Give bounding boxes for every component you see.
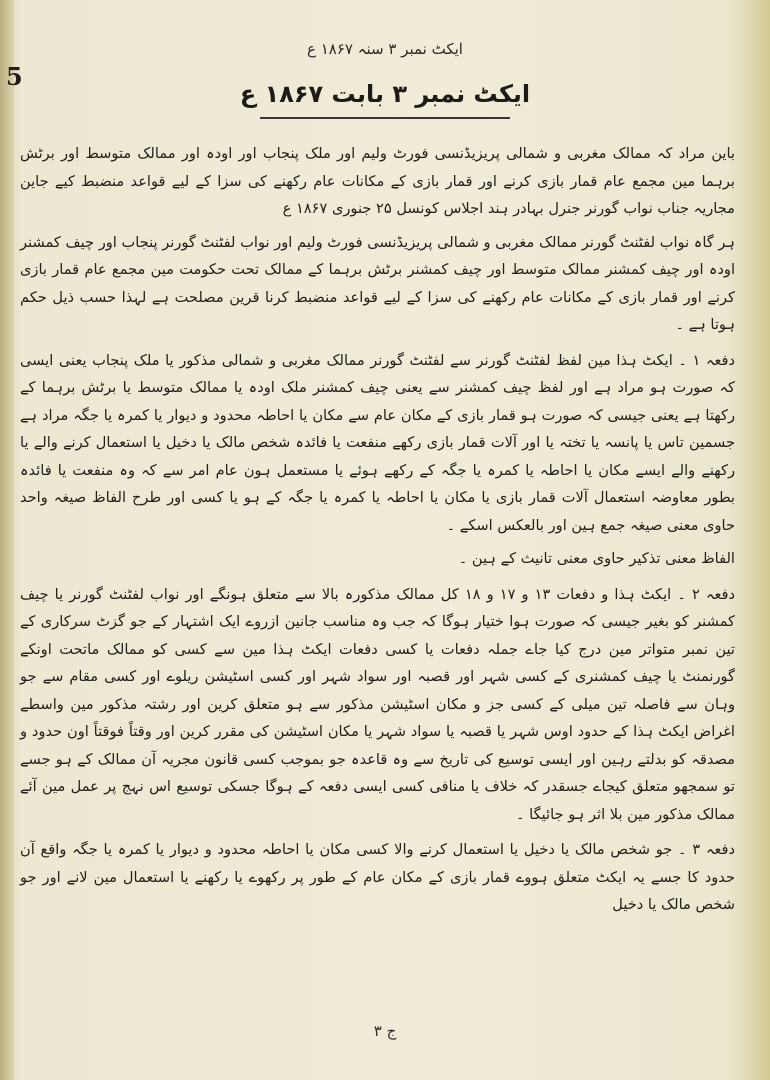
section-3-paragraph: دفعہ ۳ ۔ جو شخص مالک یا دخیل یا استعمال کرنے والا کسی مکان یا احاطہ محدود و دیوار یا کمرہ یا جگہ واقع آن حدود کا جسے یہ ایکٹ متعلق ہووے قمار بازی کے مکان عام کے طور پر رکھوے یا رکھنے یا استعمال مین لانے اور جو شخص مالک یا دخیل	[20, 841, 735, 913]
section-2-paragraph: دفعہ ۲ ۔ ایکٹ ہذا و دفعات ۱۳ و ۱۷ و ۱۸ کل ممالک مذکورہ بالا سے متعلق ہونگے اور نواب لفٹنٹ گورنر یا چیف کمشنر کو بغیر جیسی کہ صورت ہوا ختیار ہوگا کہ جب وہ مناسب جانین ازروے ایک اشتہار کے جو گزٹ سرکاری کے تین نمبر متواتر مین درج کیا جاے جملہ دفعات یا کسی دفعات ایکٹ ہذا مین سے کسی کو ممالک ماتحت اونکے گورنمنٹ یا چیف کمشنری کے کسی شہر اور قصبہ اور سواد شہر اور کسی اسٹیشن ریلوے اور کسی مقام سے جو وہان سے فاصلہ تین میلی کے کسی جز و مکان اسٹیشن مذکور سے ہو متعلق کرین اور رشتہ مذکور مین واسطے اغراض ایکٹ ہذا کے حدود اوس شہر یا قصبہ یا سواد شہر یا مکان اسٹیشن کی مقرر کرین اور وقتاً فوقتاً اون حدود و مصدقہ کو بدلتے رہین اور ایسی توسیع کی تاریخ سے وہ قاعدہ جو بموجب کسی قانون مجریہ آن ممالک کے ہو جسے تو سمجھو متعلق کیجاے جسقدر کہ خلاف یا منافی کسی ایسی دفعہ کے ہوگا جسکی توسیع اس نہج پر عمل مین آئے ممالک مذکور مین بلا اثر ہو جائیگا ۔	[20, 585, 735, 823]
section-1-paragraph: دفعہ ۱ ۔ ایکٹ ہذا مین لفظ لفٹنٹ گورنر سے لفٹنٹ گورنر ممالک مغربی و شمالی مذکور یا ملک پنجاب یعنی ایسی کہ صورت ہو مراد ہے اور لفظ چیف کمشنر سے یعنی چیف کمشنر ملک اودہ یا ممالک متوسط یا برٹش برہما کے رکھتا ہے یعنی جیسی کہ صورت ہو قمار بازی کے مکان عام سے مکان یا احاطہ محدود و دیوار یا کمرہ یا جگہ مراد ہے جسمین تاس یا پانسہ یا تختہ یا اور آلات قمار بازی رکھے منفعت یا فائدہ شخص مالک یا دخیل یا استعمال کرنے والے یا رکھنے والے ایسے مکان یا احاطہ یا کمرہ یا جگہ کے رکھے ہوئے یا مستعمل ہون عام امر سے کہ وہ منفعت یا فائدہ بطور معاوضہ استعمال آلات قمار بازی یا مکان یا احاطہ یا کمرہ یا جگہ کے ہو یا کسی اور طرح الفاظ صیغہ واحد حاوی معنی صیغہ جمع ہین اور بالعکس اسکے ۔	[20, 351, 735, 534]
act-title: ایکٹ نمبر ۳ بابت ۱۸۶۷ ع	[239, 80, 531, 108]
page-edge-stain	[742, 0, 770, 1080]
page-binding-shadow	[0, 0, 14, 1080]
gender-clause-paragraph: الفاظ معنی تذکیر حاوی معنی تانیث کے ہین ۔	[458, 550, 735, 567]
page-number: 5	[6, 62, 23, 91]
preamble-paragraph: باین مراد کہ ممالک مغربی و شمالی پریزیڈنسی فورٹ ولیم اور ملک پنجاب اور اودہ اور ممالک متوسط اور برٹش برہما مین مجمع عام قمار بازی کرنے اور قمار بازی کے مکانات عام رکھنے کی سزا کے لیے قواعد منضبط کیے جاین مجاریہ جناب نواب گورنر جنرل بہادر ہند اجلاس کونسل ۲۵ جنوری ۱۸۶۷ ع	[20, 145, 735, 217]
signature-mark: ۳ ج	[373, 1022, 397, 1040]
title-underline	[260, 117, 510, 119]
running-head: ایکٹ نمبر ۳ سنہ ۱۸۶۷ ع	[307, 40, 463, 58]
whereas-paragraph: ہر گاہ نواب لفٹنٹ گورنر ممالک مغربی و شمالی پریزیڈنسی فورٹ ولیم اور نواب لفٹنٹ گورنر پنجاب اور چیف کمشنر اودہ اور چیف کمشنر ممالک متوسط اور چیف کمشنر برٹش برہما کے ممالک تحت حکومت مین مجمع عام قمار بازی کرنے اور قمار بازی کے مکانات عام رکھنے کی سزا کے لیے قواعد منضبط کرنا قرین مصلحت ہے لہذا حسب ذیل حکم ہوتا ہے ۔	[20, 233, 735, 333]
act-body	[20, 140, 735, 925]
